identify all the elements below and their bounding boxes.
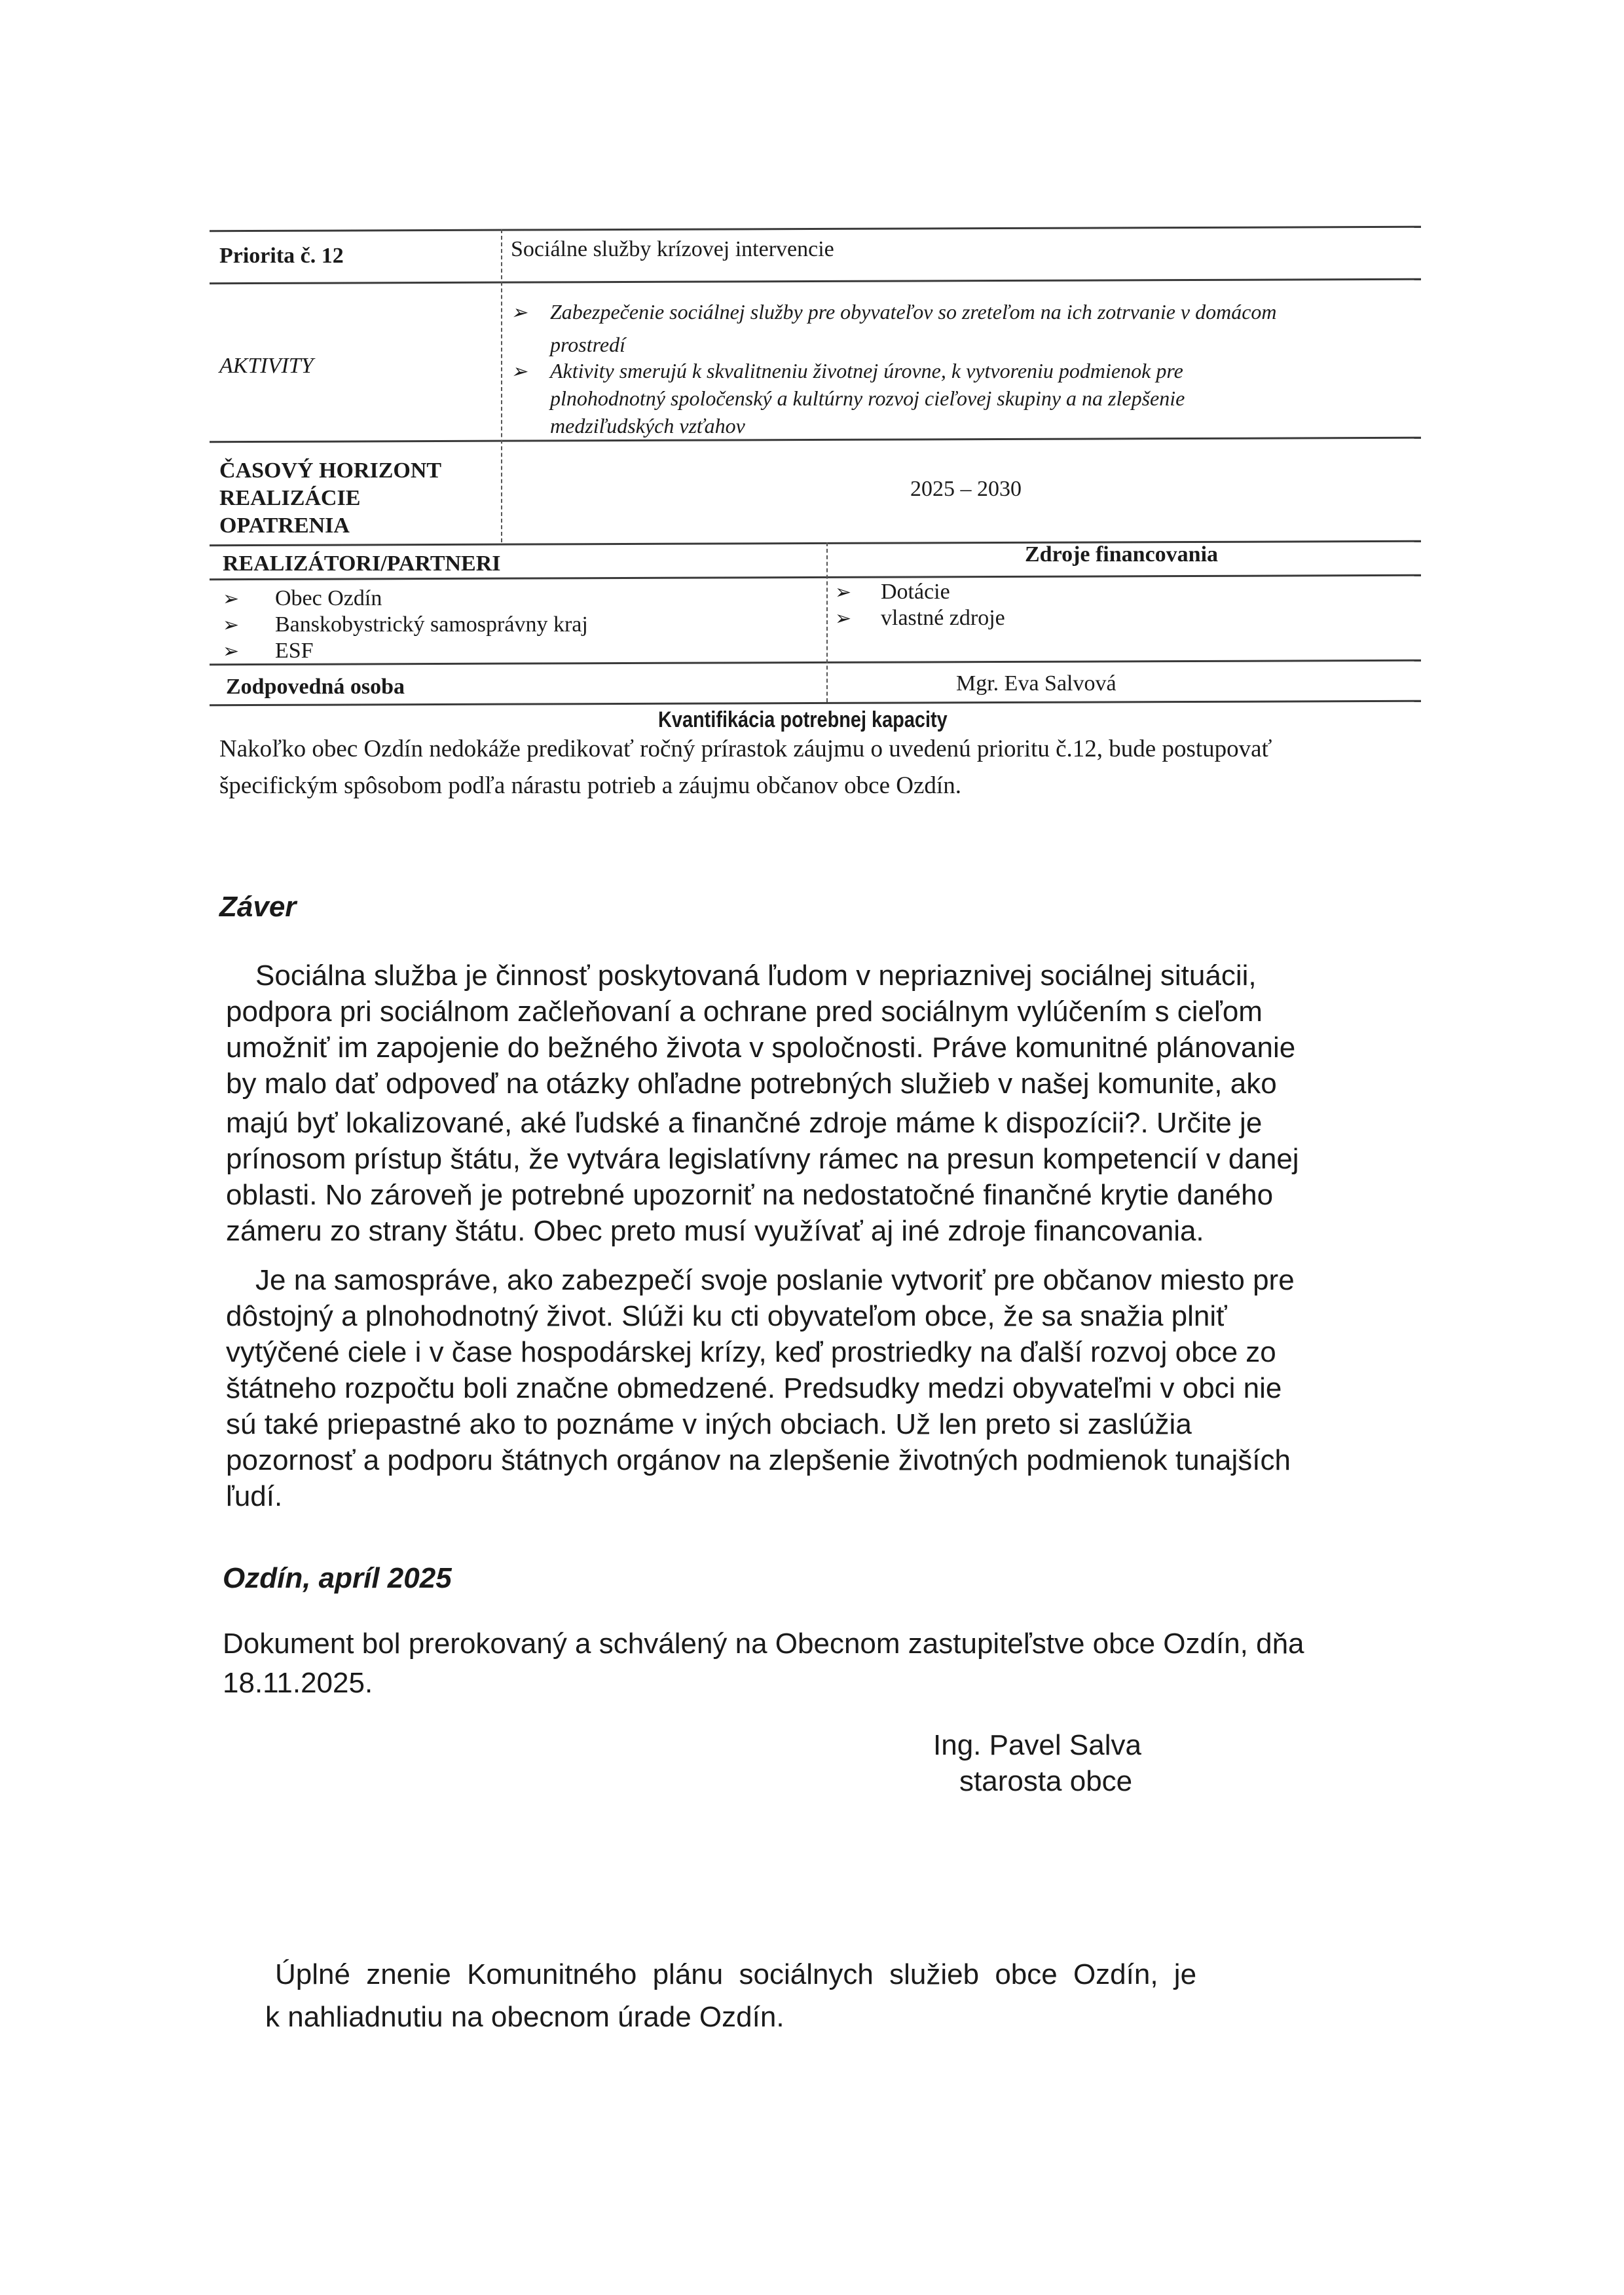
arrow-bullet-icon: ➢ [835, 582, 852, 603]
signatory-role: starosta obce [959, 1765, 1133, 1797]
funding-item: ➢ vlastné zdroje [835, 606, 1005, 630]
footer-note-line: Úplné znenie Komunitného plánu sociálnych služieb obce Ozdín, je [275, 1958, 1197, 1990]
activities-label: AKTIVITY [219, 354, 314, 378]
table-rule [210, 226, 1421, 232]
table-rule [210, 660, 1421, 665]
partner-item: ➢ Banskobystrický samosprávny kraj [223, 612, 588, 637]
footer-note-line: k nahliadnutiu na obecnom úrade Ozdín. [265, 2001, 784, 2033]
arrow-bullet-icon: ➢ [223, 614, 240, 636]
approval-line: Dokument bol prerokovaný a schválený na Obecnom zastupiteľstve obce Ozdín, dňa [223, 1628, 1304, 1660]
signatory-name: Ing. Pavel Salva [933, 1729, 1141, 1761]
capacity-heading: Kvantifikácia potrebnej kapacity [658, 707, 948, 732]
activity-item: ➢ Zabezpečenie sociálnej služby pre obyvateľov so zreteľom na ich zotrvanie v domácom [511, 300, 1277, 324]
funding-item: ➢ Dotácie [835, 580, 950, 604]
activity-item-continuation: medziľudských vzťahov [550, 414, 745, 438]
table-divider [826, 542, 828, 702]
funding-label: Zdroje financovania [1025, 542, 1219, 567]
horizon-value: 2025 – 2030 [910, 477, 1022, 501]
activity-item-continuation: prostredí [550, 333, 625, 356]
arrow-bullet-icon: ➢ [223, 588, 240, 610]
partners-label: REALIZÁTORI/PARTNERI [223, 551, 501, 576]
responsible-label: Zodpovedná osoba [226, 675, 405, 699]
partner-item: ➢ ESF [223, 639, 314, 663]
partner-item: ➢ Obec Ozdín [223, 586, 382, 610]
table-rule [210, 700, 1421, 706]
arrow-bullet-icon: ➢ [223, 641, 240, 662]
table-rule [210, 437, 1421, 443]
responsible-value: Mgr. Eva Salvová [956, 671, 1116, 696]
priority-label: Priorita č. 12 [219, 244, 344, 268]
table-rule [210, 540, 1421, 546]
arrow-bullet-icon: ➢ [835, 608, 852, 629]
arrow-bullet-icon: ➢ [511, 361, 528, 382]
priority-title: Sociálne služby krízovej intervencie [511, 237, 834, 261]
table-rule [210, 278, 1421, 284]
activity-item-continuation: plnohodnotný spoločenský a kultúrny rozvoj cieľovej skupiny a na zlepšenie [550, 386, 1185, 410]
conclusion-heading: Záver [219, 891, 297, 923]
activity-item: ➢ Aktivity smerujú k skvalitneniu životnej úrovne, k vytvoreniu podmienok pre [511, 359, 1183, 382]
table-divider [501, 229, 502, 542]
capacity-text-line: Nakoľko obec Ozdín nedokáže predikovať ročný prírastok záujmu o uvedenú prioritu č.12, bude postupovať [219, 736, 1272, 762]
approval-date: 18.11.2025. [223, 1667, 373, 1699]
capacity-text-line: špecifickým spôsobom podľa nárastu potrieb a záujmu občanov obce Ozdín. [219, 772, 961, 799]
place-date: Ozdín, apríl 2025 [223, 1562, 452, 1594]
arrow-bullet-icon: ➢ [511, 302, 528, 324]
